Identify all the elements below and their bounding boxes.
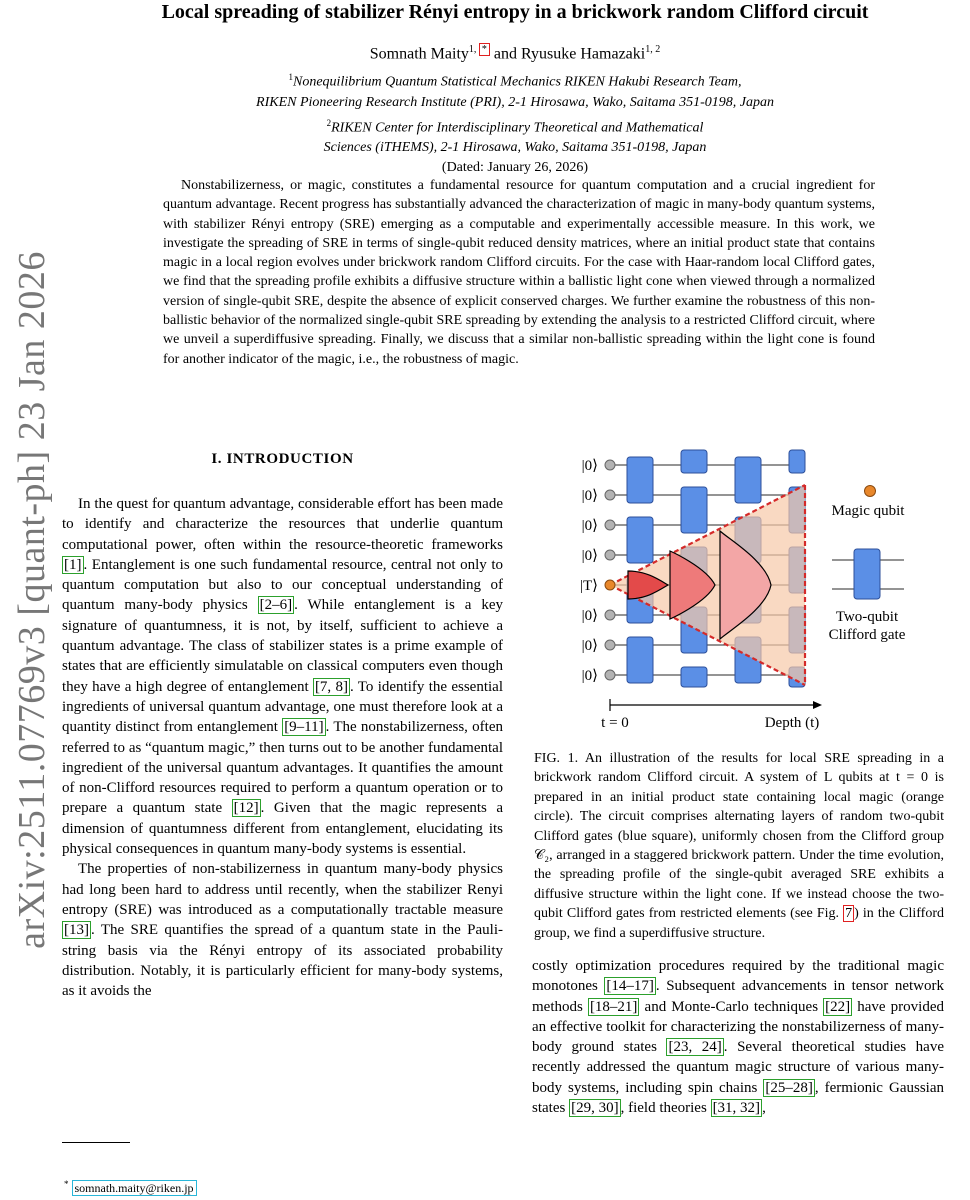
citation-link[interactable]: [12] [233,800,259,817]
text-run: . Entanglement is one such fundamental resource, central not only to quantum computation but also to our conceptual understanding of quantum many-body physics [62,556,503,614]
affil-number: 2 [326,117,332,128]
footnote-link[interactable]: * [479,43,490,56]
qubit-circle [605,520,615,530]
citation-link[interactable]: [7, 8] [314,678,348,695]
caption-text: ) in the Clifford group, we find a superdiffusive structure. [534,906,944,941]
citation-link[interactable]: [22] [825,998,851,1015]
email-link[interactable]: somnath.maity@riken.jp [72,1180,197,1196]
text-run: have provided an effective toolkit for characterizing the nonstabilizerness of many-body ground states [532,998,944,1056]
text-run: , field theories [620,1100,711,1117]
text-run: The properties of non-stabilizerness in quantum many-body physics had long been hard to address until recently, when the stabilizer Renyi entropy (SRE) was introduced as a computationally tractable measure [62,861,503,918]
clifford-gate [627,517,653,563]
citation-link[interactable]: [29, 30] [571,1100,619,1117]
citation-link[interactable]: [13] [64,922,89,939]
text-run: . The SRE quantifies the spread of a quantum state in the Pauli-string basis via the Rényi entropy of its associated probability distribution. Notably, it is particularly efficient for many-body systems, as it avoids the [62,922,503,1000]
affiliations [60,67,970,178]
input-qubits [605,460,615,680]
clifford-gate [681,450,707,473]
legend-magic-label: Magic qubit [831,503,905,519]
figure-1-circuit [560,445,960,735]
time-axis-depth-label: Depth (t) [764,715,820,731]
text-run: . Subsequent advancements in tensor network methods [532,978,944,1015]
affil-1-line-1: Nonequilibrium Quantum Statistical Mechanics RIKEN Hakubi Research Team, [293,74,742,90]
author-name[interactable]: Somnath Maity [369,45,469,63]
text-run: . To identify the essential ingredients of universal quantum advantage, one must therefore look at a quantity distinct from entanglement [62,678,503,736]
ket-label: |0⟩ [581,488,598,504]
ket-label: |0⟩ [581,608,598,624]
text-run: and Monte-Carlo techniques [639,998,824,1015]
clifford-gate [627,457,653,503]
text-run: , [762,1100,766,1117]
qubit-circle [605,550,615,560]
footnote [64,1176,197,1196]
ket-label: |0⟩ [581,458,598,474]
citation-link[interactable]: [1] [64,556,82,573]
clifford-gate [681,667,707,687]
affil-2-line-2: Sciences (iTHEMS), 2-1 Hirosawa, Wako, Saitama 351-0198, Japan [323,140,707,156]
section-heading-introduction: I. INTRODUCTION [211,451,354,467]
abstract: Nonstabilizerness, or magic, constitutes a fundamental resource for quantum computation and a crucial ingredient for quantum advantage. Recent progress has substantially advanced the characterization of magic in many-body quantum systems, with stabilizer Rényi entropy (SRE) emerging as a computable and experimentally accessible measure. In this work, we investigate the spreading of SRE in terms of single-qubit reduced density matrices, where an initial product state that contains magic in a local region evolves under brickwork random Clifford circuits. For the case with Haar-random local Clifford gates, we find that the spreading profile exhibits a diffusive structure within a ballistic light cone when viewed through a normalized version of single-qubit SRE, despite the absence of explicit conserved charges. We further examine the robustness of this non-ballistic behavior of the normalized single-qubit SRE spreading by extending the analysis to a restricted Clifford circuit, where we unveil a superdiffusive spreading. Finally, we discuss that a similar non-ballistic spreading within the light cone is found for another indicator of the magic, i.e., the robustness of magic. [163,178,875,367]
time-axis-start-label: t = 0 [601,715,629,731]
text-run: . The nonstabilizerness, often referred to as “quantum magic,” then turns out to be another fundamental ingredient of the universal quantum advantages. It quantifies the amount of non-Clifford resources required to perform a quantum operation or to prepare a quantum state [62,719,503,817]
affil-number: 1 [288,72,293,82]
legend-gate-label: Clifford gate [828,627,906,643]
footnote-mark: * [64,1179,69,1189]
clifford-gate [627,637,653,683]
author-list [60,40,970,64]
legend-gate-icon [832,549,904,599]
qubit-circle [605,640,615,650]
right-paragraph [532,956,944,1118]
ket-label: |0⟩ [581,638,598,654]
clifford-gate [789,450,805,473]
citation-link[interactable]: [18–21] [589,998,638,1015]
text-run: . Given that the magic represents a dimension of quantumness different from entanglement, elucidating its physical consequences in quantum many-body systems is essential. [62,800,503,858]
caption-text: FIG. 1. An illustration of the results for local SRE spreading in a brickwork random Clifford circuit. A system of L qubits at t = 0 is prepared in an initial product state containing local magic (orange circle). The circuit comprises alternating layers of random two-qubit Clifford gates (blue square), uniformly chosen from the Clifford group 𝒞₂, arranged in a staggered brickwork pattern. Under the time evolution, the spreading profile of the single-qubit averaged SRE exhibits a diffusive structure within the light cone. If we instead choose the two-qubit Clifford gates from restricted elements (see Fig. [534,751,944,922]
citation-link[interactable]: [31, 32] [712,1100,761,1117]
legend-gate-label: Two-qubit [835,609,899,625]
affil-2-line-1: RIKEN Center for Interdisciplinary Theoretical and Mathematical [331,120,704,136]
clifford-gate [681,487,707,533]
text-run: , fermionic Gaussian states [532,1079,944,1117]
arxiv-side-stamp [12,0,52,1200]
qubit-circle [605,460,615,470]
qubit-circle [605,490,615,500]
ket-label-magic: |T⟩ [579,578,598,594]
right-column [532,956,944,1118]
citation-link[interactable]: [14–17] [606,978,654,995]
magic-qubit-circle [605,580,615,590]
legend-magic-icon [865,486,876,497]
arxiv-id-text: arXiv:2511.07769v3 [quant-ph] 23 Jan 2026 [11,251,53,949]
footnote-rule [62,1142,130,1143]
qubit-circle [605,670,615,680]
time-axis-arrow [813,701,822,709]
text-run: costly optimization procedures required by the traditional magic monotones [532,958,944,995]
citation-link[interactable]: [9–11] [284,719,324,736]
figure-1-caption [534,749,944,943]
citation-link[interactable]: [23, 24] [668,1039,722,1056]
citation-link[interactable]: [25–28] [765,1079,813,1096]
author-affil-sup: 1, [468,44,479,55]
ket-label: |0⟩ [581,668,598,684]
citation-link[interactable]: [2–6] [259,597,293,614]
ket-label: |0⟩ [581,548,598,564]
text-run: . Several theoretical studies have recently addressed the quantum magic structure of various many-body systems, including spin chains [532,1039,944,1096]
affil-1-line-2: RIKEN Pioneering Research Institute (PRI), 2-1 Hirosawa, Wako, Saitama 351-0198, Japan [256,94,774,110]
figure-ref-link[interactable]: 7 [845,906,853,922]
author-name[interactable]: Ryusuke Hamazaki [521,45,646,63]
clifford-gate [735,457,761,503]
left-column [62,494,503,1001]
text-run: In the quest for quantum advantage, considerable effort has been made to identify and characterize the resources that underlie quantum computational power, often within the resource-theoretic frameworks [62,496,503,553]
qubit-circle [605,610,615,620]
intro-paragraph-1 [62,494,503,859]
date-line: (Dated: January 26, 2026) [441,160,589,176]
intro-paragraph-2 [62,859,503,1001]
paper-title: Local spreading of stabilizer Rényi entropy in a brickwork random Clifford circuit [161,1,869,23]
ket-label: |0⟩ [581,518,598,534]
author-conjunction: and [489,45,521,63]
author-affil-sup: 1, 2 [645,44,661,55]
text-run: . While entanglement is a key signature of quantumness, it is not, by itself, sufficient to achieve a quantum advantage. The class of stabilizer states is a prime example of states that are efficiently simulatable on classical computers even though they have a high degree of entanglement [62,597,503,695]
